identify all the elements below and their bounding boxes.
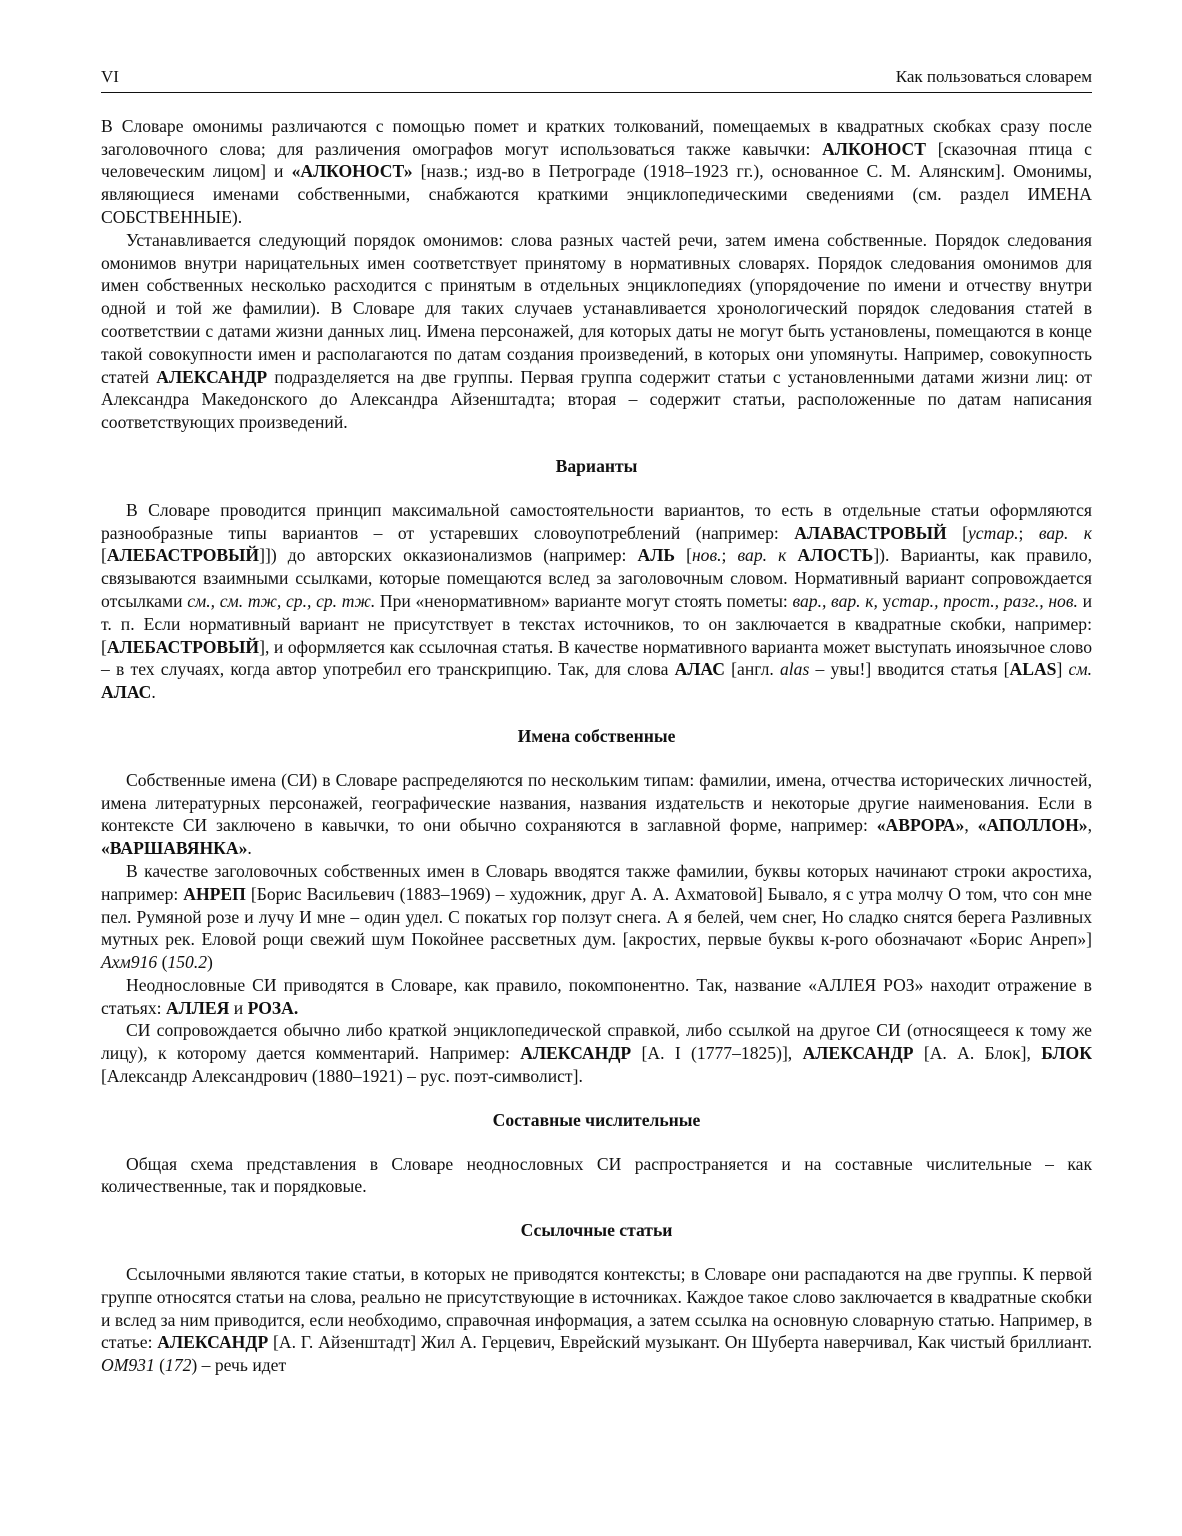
section-heading: Ссылочные статьи: [520, 1220, 673, 1241]
text-run: Устанавливается следующий порядок омонимов: слова разных частей речи, затем имена собственные. Порядок следования омонимов внутри нарицательных имен соответствует принятому в нормативных словарях. Порядок следования омонимов для имен собственных несколько расходится с принятым в отдельных энциклопедиях (упорядочение по имени и отчеству внутри одной и той же фамилии). В Словаре для таких случаев устанавливается хронологический порядок следования статей в соответствии с датами жизни данных лиц. Имена персонажей, для которых даты не могут быть установлены, помещаются в конце такой совокупности имен и располагаются по датам создания произведений, в которых они упомянуты. Например, совокупность статей: [101, 229, 1092, 387]
text-run: ,: [964, 815, 978, 836]
headword: АЛЬ: [637, 545, 675, 566]
text-run: [Борис Васильевич (1883–1969) – художник, друг А. А. Ахматовой] Бывало, я с утра молчу О том, что сон мне пел. Румяной розе и лучу И мне – один удел. С покатых гор ползут снега. А я белей, чем снег, Но сладко снятся берега Разливных мутных рек. Еловой рощи свежий шум Покойнее рассветных дум. [акростих, первые буквы к-рого обозначают «Борис Анреп»]: [101, 883, 1092, 950]
section: [101, 1198, 1092, 1377]
paragraph: [101, 974, 1092, 1020]
headword: БЛОК: [1041, 1043, 1092, 1064]
text-run: Неоднословные СИ приводятся в Словаре, как правило, покомпонентно. Так, название «АЛЛЕЯ РОЗ» находит отражение в статьях:: [101, 974, 1092, 1018]
text-run: .: [247, 838, 252, 859]
label-italic: нов.: [691, 545, 722, 566]
headword: «АЛКОНОСТ»: [291, 161, 413, 182]
text-run: При «ненормативном» варианте могут стоять пометы:: [375, 590, 793, 611]
headword: АЛЕКСАНДР: [520, 1043, 632, 1064]
paragraph: [101, 1019, 1092, 1087]
label-italic: устар.: [967, 522, 1019, 543]
paragraph: [101, 1263, 1092, 1377]
text-run: ], и оформляется как ссылочная статья. В качестве нормативного варианта может выступать иноязычное слово – в тех случаях, когда автор употребил его транскрипцию. Так, для слова: [101, 636, 1092, 680]
label-italic: см.: [1068, 659, 1092, 680]
text-run: ;: [1018, 522, 1039, 543]
text-run: [А. Г. Айзенштадт] Жил А. Герцевич, Еврейский музыкант. Он Шуберта наверчивал, Как чистый бриллиант.: [268, 1332, 1092, 1353]
section-heading: Имена собственные: [517, 725, 676, 746]
text-run: ): [207, 952, 213, 973]
text-run: ;: [721, 545, 738, 566]
headword: АЛКОНОСТ: [822, 138, 926, 159]
headword: «АВРОРА»: [876, 815, 965, 836]
text-run: ) – речь идет: [191, 1355, 287, 1376]
text-run: В качестве заголовочных собственных имен в Словарь вводятся также фамилии, буквы которых начинают строки акростиха, например:: [101, 860, 1092, 904]
headword: АЛАС: [101, 682, 152, 703]
section: [101, 1088, 1092, 1198]
text-run: и т. п. Если нормативный вариант не присутствует в текстах источников, то он заключается в квадратные скобки, например: [: [101, 590, 1092, 657]
section: [101, 115, 1092, 434]
text-run: и: [229, 997, 248, 1018]
label-italic: 172: [165, 1355, 192, 1376]
text-run: ]]) до авторских окказионализмов (например:: [259, 545, 638, 566]
text-run: у: [877, 590, 892, 611]
dictionary-page: [101, 66, 1092, 1377]
text-run: [англ.: [724, 659, 780, 680]
text-run: ,: [1087, 815, 1092, 836]
section-heading: Варианты: [555, 455, 638, 476]
label-italic: вар., вар. к,: [792, 590, 878, 611]
paragraph: [101, 499, 1092, 704]
text-run: .: [151, 682, 156, 703]
paragraph: [101, 769, 1092, 860]
text-run: Ссылочными являются такие статьи, в которых не приводятся контексты; в Словаре они распадаются на две группы. К первой группе относятся статьи на слова, реально не присутствующие в источниках. Каждое такое слово заключается в квадратные скобки и вслед за ним приводится, если необходимо, справочная информация, а затем ссылка на основную словарную статью. Например, в статье:: [101, 1264, 1092, 1353]
headword: АЛАВАСТРОВЫЙ: [794, 522, 947, 543]
text-run: [: [946, 522, 968, 543]
text-run: [назв.; изд-во в Петрограде (1918–1923 гг.), основанное С. М. Алянским]. Омонимы, являющиеся именами собственными, снабжаются краткими энциклопедическими сведениями (см. раздел ИМЕНА СОБСТВЕННЫЕ).: [101, 161, 1092, 227]
headword: АЛЕКСАНДР: [156, 366, 268, 387]
label-italic: вар. к: [1038, 522, 1093, 543]
headword: АЛЛЕЯ: [165, 997, 230, 1018]
paragraph: [101, 229, 1092, 434]
section: [101, 704, 1092, 1088]
label-italic: вар. к: [737, 545, 787, 566]
paragraph: [101, 860, 1092, 974]
page-number: VI: [101, 67, 119, 86]
text-run: – увы!] вводится статья [: [809, 659, 1010, 680]
text-run: ]). Варианты, как правило, связываются взаимными ссылками, которые помещаются вслед за заголовочным словом. Нормативный вариант сопровождается отсылками: [101, 545, 1093, 611]
text-run: В Словаре проводится принцип максимальной самостоятельности вариантов, то есть в отдельные статьи оформляются разнообразные типы вариантов – от устаревших словоупотреблений (например:: [101, 499, 1092, 543]
headword: ALAS: [1009, 659, 1057, 680]
headword: «АПОЛЛОН»: [977, 815, 1088, 836]
running-title: Как пользоваться словарем: [895, 67, 1092, 86]
headword: АНРЕП: [183, 883, 246, 904]
label-italic: см., см. тж, ср., ср. тж.: [187, 590, 376, 611]
body-text: [101, 115, 1092, 1377]
text-run: [А. А. Блок],: [913, 1043, 1042, 1064]
headword: АЛАС: [674, 659, 725, 680]
text-run: [Александр Александрович (1880–1921) – рус. поэт-символист].: [101, 1066, 583, 1087]
text-run: [А. I (1777–1825)],: [631, 1043, 803, 1064]
text-run: Общая схема представления в Словаре неоднословных СИ распространяется и на составные числительные – как количественные, так и порядковые.: [101, 1153, 1092, 1197]
headword: РОЗА.: [247, 997, 299, 1018]
paragraph: [101, 1153, 1092, 1199]
text-run: [786, 545, 797, 565]
label-italic: ОМ931: [101, 1355, 155, 1376]
text-run: (: [154, 1355, 166, 1376]
text-run: подразделяется на две группы. Первая группа содержит статьи с установленными датами жизни лиц: от Александра Македонского до Александра Айзенштадта; вторая – содержит статьи, расположенные по датам написания соответствующих произведений.: [101, 366, 1092, 433]
label-italic: стар., прост., разг., нов.: [891, 590, 1078, 611]
section: [101, 434, 1092, 704]
running-head: [101, 66, 1092, 93]
text-run: [: [101, 545, 107, 566]
text-run: [сказочная птица с человеческим лицом] и: [101, 138, 1092, 182]
headword: «ВАРШАВЯНКА»: [101, 838, 248, 859]
label-italic: Ахм916: [101, 952, 158, 973]
text-run: (: [157, 952, 168, 973]
text-run: Собственные имена (СИ) в Словаре распределяются по нескольким типам: фамилии, имена, отчества исторических личностей, имена литературных персонажей, географические названия, названия издательств и некоторые другие наименования. Если в контексте СИ заключено в кавычки, то они обычно сохраняются в заглавной форме, например:: [101, 769, 1092, 836]
headword: АЛОСТЬ: [797, 545, 874, 566]
text-run: СИ сопровождается обычно либо краткой энциклопедической справкой, либо ссылкой на другое СИ (относящееся к тому же лицу), к которому дается комментарий. Например:: [101, 1020, 1092, 1064]
text-run: ]: [1056, 659, 1069, 680]
paragraph: [101, 115, 1092, 229]
headword: АЛЕБАСТРОВЫЙ: [106, 636, 260, 657]
headword: АЛЕБАСТРОВЫЙ: [106, 545, 260, 566]
text-run: В Словаре омонимы различаются с помощью помет и кратких толкований, помещаемых в квадратных скобках сразу после заголовочного слова; для различения омографов могут использоваться также кавычки:: [101, 115, 1092, 159]
text-run: [: [674, 545, 692, 566]
label-italic: alas: [779, 659, 810, 680]
section-heading: Составные числительные: [492, 1109, 701, 1130]
headword: АЛЕКСАНДР: [802, 1043, 914, 1064]
label-italic: 150.2: [167, 952, 208, 973]
headword: АЛЕКСАНДР: [157, 1332, 269, 1353]
